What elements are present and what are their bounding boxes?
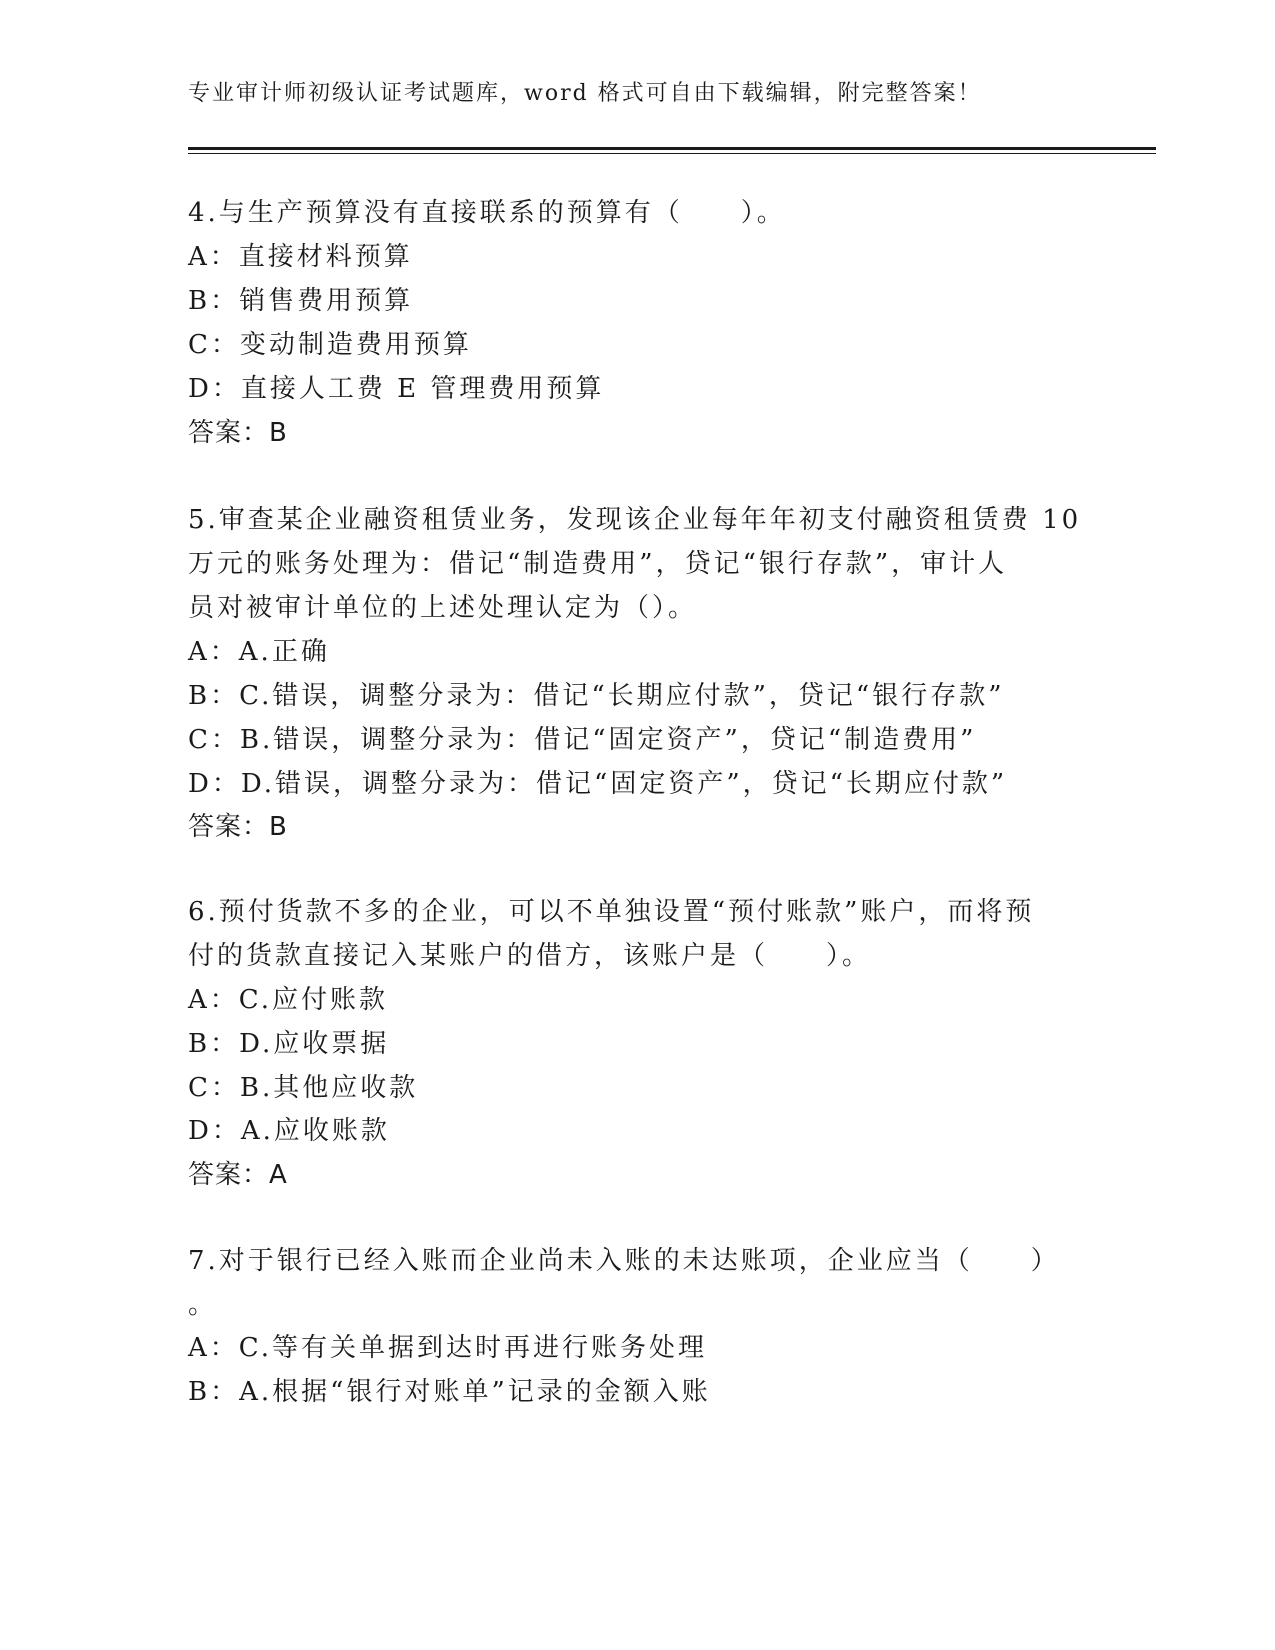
option-d: D：D.错误，调整分录为：借记“固定资产”，贷记“长期应付款” [188,769,1008,799]
question-stem-line: 万元的账务处理为：借记“制造费用”，贷记“银行存款”，审计人 [188,549,1008,579]
option-a: A：C.应付账款 [188,985,389,1015]
header-divider-thin [188,153,1156,154]
option-b: B：D.应收票据 [188,1029,390,1059]
question-stem-line: 员对被审计单位的上述处理认定为（）。 [188,593,698,623]
option-b: B：销售费用预算 [188,286,414,316]
answer: 答案：A [188,1160,288,1190]
question-stem-line: 4.与生产预算没有直接联系的预算有（ ）。 [188,198,786,228]
option-a: A：A.正确 [188,637,330,667]
answer: 答案：B [188,812,288,842]
option-c: C：B.其他应收款 [188,1073,419,1103]
question-stem-line: 6.预付货款不多的企业，可以不单独设置“预付账款”账户，而将预 [188,897,1035,927]
option-c: C：变动制造费用预算 [188,330,472,360]
option-a: A：C.等有关单据到达时再进行账务处理 [188,1333,708,1363]
question-stem-line: 。 [188,1290,218,1320]
option-a: A：直接材料预算 [188,242,413,272]
question-stem-line: 7.对于银行已经入账而企业尚未入账的未达账项，企业应当（ ） [188,1246,1060,1276]
option-c: C：B.错误，调整分录为：借记“固定资产”，贷记“制造费用” [188,725,977,755]
option-b: B：A.根据“银行对账单”记录的金额入账 [188,1377,711,1407]
answer: 答案：B [188,418,288,448]
option-d: D：直接人工费 E 管理费用预算 [188,374,605,404]
question-stem-line: 5.审查某企业融资租赁业务，发现该企业每年年初支付融资租赁费 10 [188,505,1082,535]
question-stem-line: 付的货款直接记入某账户的借方，该账户是（ ）。 [188,941,872,971]
header-text: 专业审计师初级认证考试题库，word 格式可自由下载编辑，附完整答案！ [188,81,982,106]
header-divider-thick [188,147,1156,150]
option-d: D：A.应收账款 [188,1116,390,1146]
option-b: B：C.错误，调整分录为：借记“长期应付款”，贷记“银行存款” [188,681,1005,711]
